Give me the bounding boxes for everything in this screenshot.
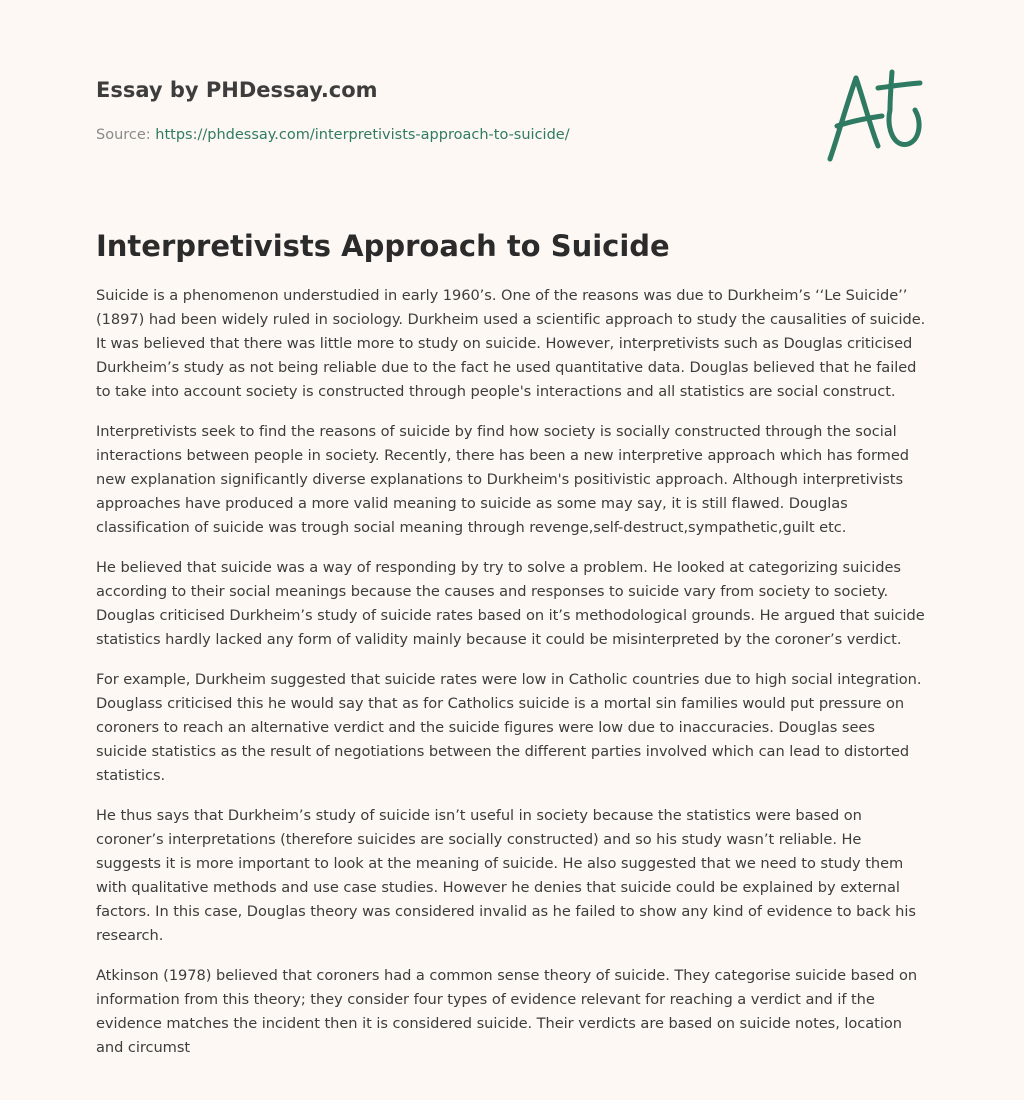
essay-paragraph: For example, Durkheim suggested that suicide rates were low in Catholic countries due to high social integration. Douglass criticised this he would say that as for Catholics suicide is a mortal sin families would put pressure on coroners to reach an alternative verdict and the suicide figures were low due to inaccuracies. Douglas sees suicide statistics as the result of negotiations between the different parties involved which can lead to distorted statistics. <box>96 671 922 784</box>
essay-paragraph: Suicide is a phenomenon understudied in early 1960’s. One of the reasons was due to Durkheim’s ‘‘Le Suicide’’ (1897) had been widely ruled in sociology. Durkheim used a scientific approach to study the causalities of suicide. It was believed that there was little more to study on suicide. However, interpretivists such as Douglas criticised Durkheim’s study as not being reliable due to the fact he used quantitative data. Douglas believed that he failed to take into account society is constructed through people's interactions and all statistics are social construct. <box>96 287 926 400</box>
brand-title: Essay by PHDessay.com <box>96 78 378 102</box>
essay-paragraph: Atkinson (1978) believed that coroners had a common sense theory of suicide. They categorise suicide based on information from this theory; they consider four types of evidence relevant for reaching a verdict and if the evidence matches the incident then it is considered suicide. Their verdicts are based on suicide notes, location and circumst <box>96 967 918 1056</box>
essay-paragraph: He thus says that Durkheim’s study of suicide isn’t useful in society because the statistics were based on coroner’s interpretations (therefore suicides are socially constructed) and so his study wasn’t reliable. He suggests it is more important to look at the meaning of suicide. He also suggested that we need to study them with qualitative methods and use case studies. However he denies that suicide could be explained by external factors. In this case, Douglas theory was considered invalid as he failed to show any kind of evidence to back his research. <box>96 807 916 944</box>
essay-title: Interpretivists Approach to Suicide <box>96 229 670 263</box>
page-header <box>96 76 796 145</box>
essay-paragraph: Interpretivists seek to find the reasons of suicide by find how society is socially constructed through the social interactions between people in society. Recently, there has been a new interpretive approach which has formed new explanation significantly diverse explanations to Durkheim's positivistic approach. Although interpretivists approaches have produced a more valid meaning to suicide as some may say, it is still flawed. Douglas classification of suicide was trough social meaning through revenge,self-destruct,sympathetic,guilt etc. <box>96 423 909 536</box>
essay-body <box>96 284 928 1076</box>
source-label: Source: <box>96 127 156 143</box>
a-plus-logo-icon <box>820 66 930 166</box>
source-link[interactable]: https://phdessay.com/interpretivists-approach-to-suicide/ <box>155 127 570 143</box>
source-line <box>96 125 796 145</box>
essay-paragraph: He believed that suicide was a way of responding by try to solve a problem. He looked at categorizing suicides according to their social meanings because the causes and responses to suicide vary from society to society. Douglas criticised Durkheim’s study of suicide rates based on it’s methodological grounds. He argued that suicide statistics hardly lacked any form of validity mainly because it could be misinterpreted by the coroner’s verdict. <box>96 559 925 648</box>
